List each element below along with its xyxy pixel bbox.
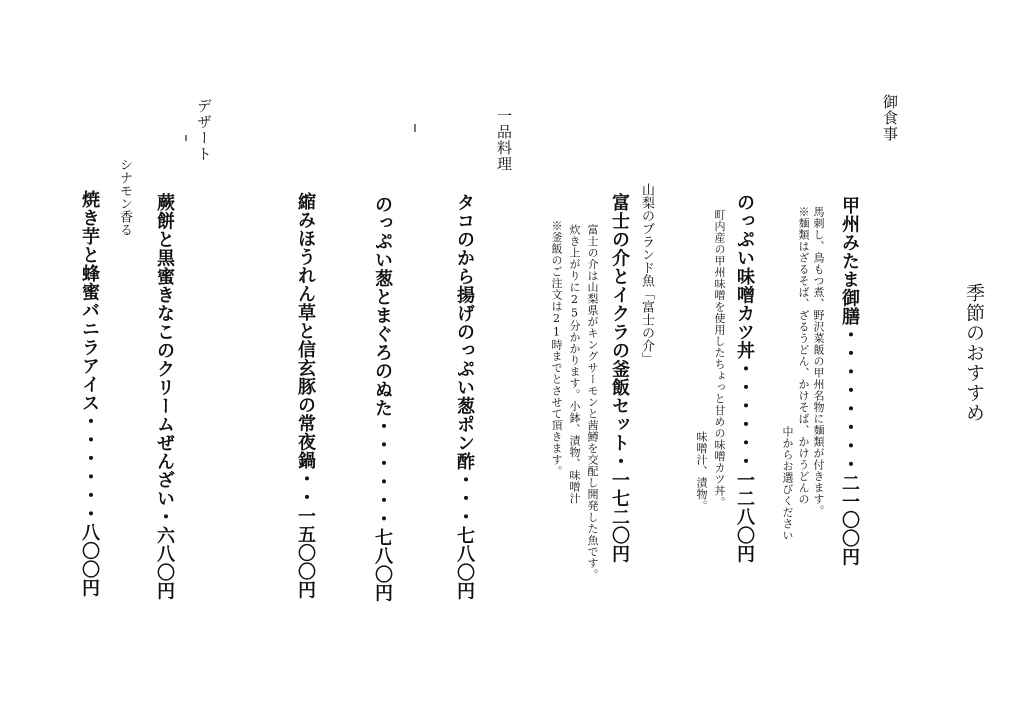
- menu-item-fujinosuke-name: 富士の介とイクラの釜飯セット・一七二〇円: [609, 193, 630, 563]
- menu-item-nuta-name: のっぷい葱とまぐろのぬた・・・・・・七八〇円: [372, 195, 393, 602]
- menu-item-katsudon-desc-1: 町内産の甲州味噌を使用したちょっと甘めの味噌カツ丼。: [713, 209, 726, 508]
- scan-speck: [185, 135, 187, 141]
- menu-item-koshu-name: 甲州みたま御膳・・・・・・・・二一〇〇円: [839, 196, 860, 566]
- menu-item-tako-name: タコのから揚げのっぷい葱ポン酢・・・七八〇円: [454, 193, 475, 600]
- menu-item-katsudon-name: のっぷい味噌カツ丼・・・・・・一二八〇円: [734, 193, 755, 563]
- menu-item-fujinosuke-tag: 山梨のブランド魚「富士の介」: [639, 183, 654, 365]
- menu-item-warabi-name: 蕨餅と黒蜜きなこのクリームぜんざい・六八〇円: [154, 193, 175, 600]
- menu-item-fujinosuke-desc-2: 炊き上がりに25分かかります。小鉢、漬物、味噌汁: [568, 224, 581, 504]
- menu-item-nabe-name: 縮みほうれん草と信玄豚の常夜鍋・・一五〇〇円: [295, 192, 316, 599]
- section-heading-dessert: デザート: [195, 98, 213, 162]
- menu-item-koshu-desc-1: 馬刺し、鳥もつ煮、野沢菜飯の甲州名物に麺類が付きます。: [812, 206, 825, 517]
- scan-speck: [414, 124, 416, 132]
- menu-item-imo-name: 焼き芋と蜂蜜バニラアイス・・・・・・八〇〇円: [79, 190, 100, 597]
- season-title: 季節のおすすめ: [963, 283, 985, 423]
- menu-item-katsudon-desc-2: 味噌汁、漬物。: [695, 431, 708, 512]
- section-heading-dishes: 一品料理: [495, 108, 513, 172]
- menu-item-imo-tag: シナモン香る: [117, 158, 132, 236]
- section-heading-meals: 御食事: [881, 94, 899, 142]
- menu-item-koshu-desc-3: 中からお選びください: [781, 426, 794, 541]
- menu-item-fujinosuke-desc-1: 富士の介は山梨県がキングサーモンと茜鱒を交配し開発した魚です。: [586, 224, 599, 581]
- menu-item-fujinosuke-desc-3: ※釜飯のご注文は21時までとさせて頂きます。: [550, 220, 563, 477]
- menu-item-koshu-desc-2: ※麺類はざるそば、ざるうどん、かけそば、かけうどんの: [797, 206, 810, 505]
